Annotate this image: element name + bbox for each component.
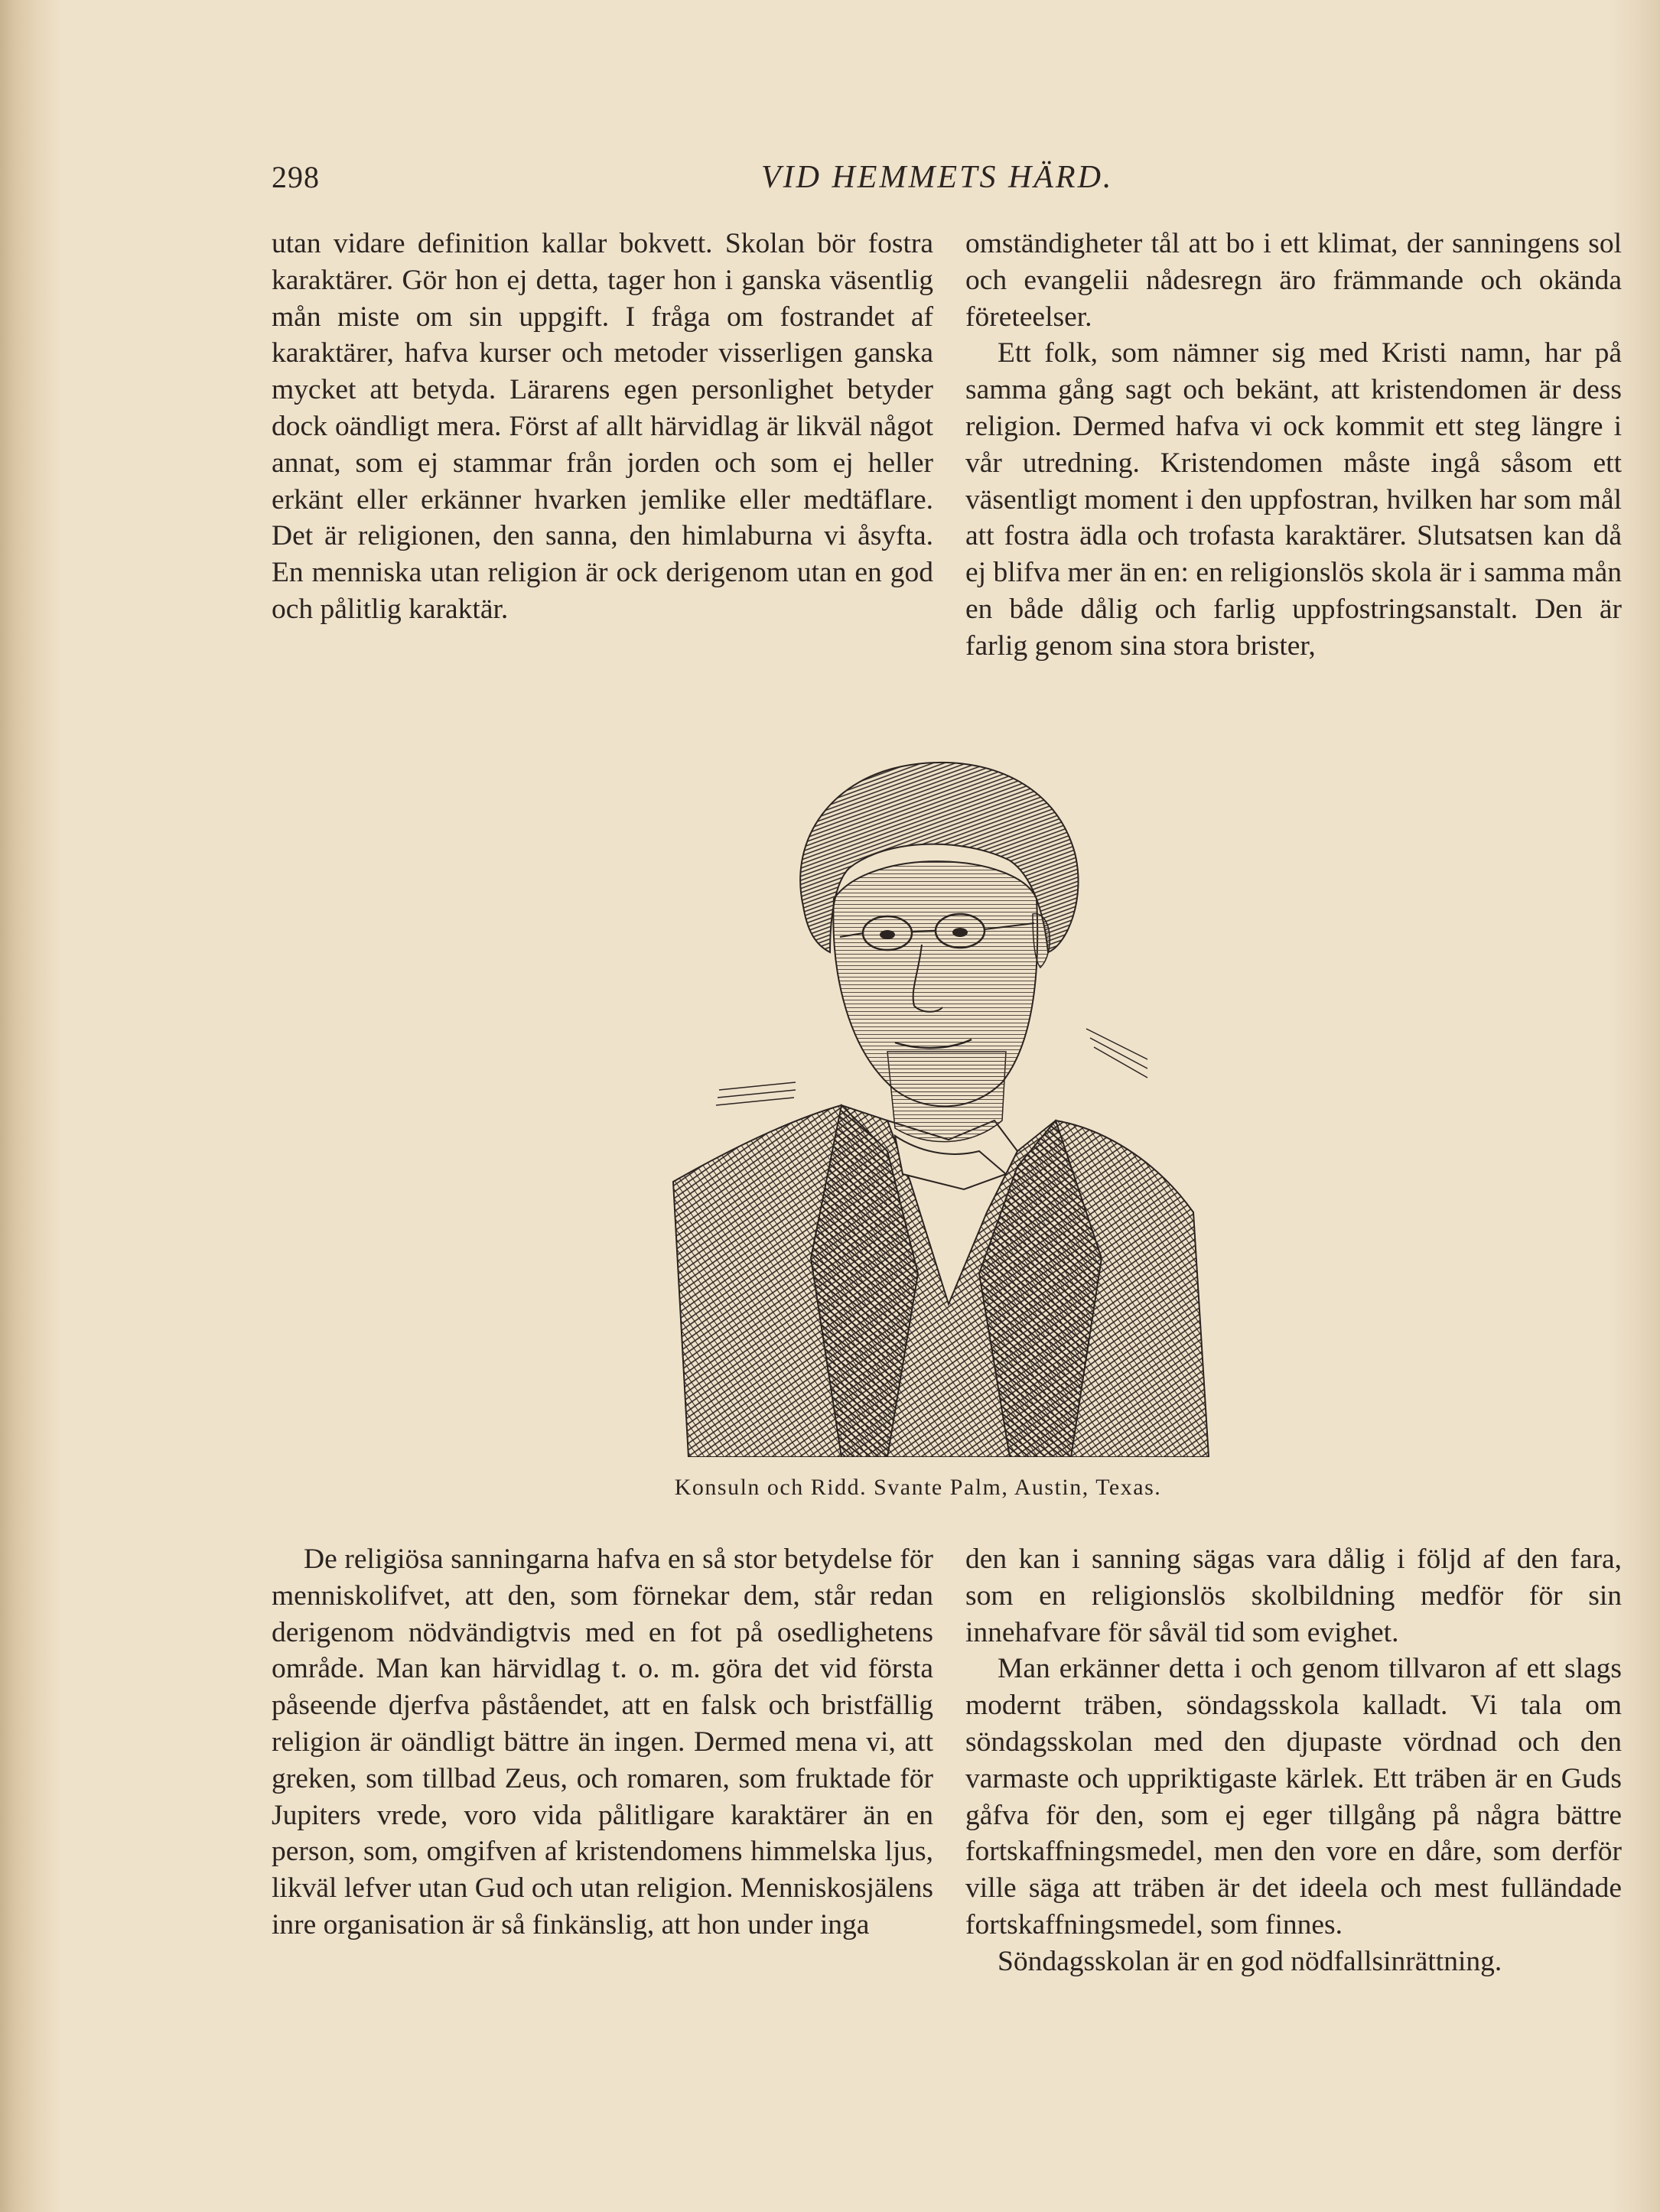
paragraph: De religiösa sanningarna hafva en så stor betydelse för menniskolifvet, att den, som förnekar dem, står redan derigenom nödvändigtvis med en fot på osedlighetens område. Man kan härvidlag t. o. m. göra det vid första påseende djerfva påståendet, att en falsk och bristfällig religion är oändligt bättre än ingen. Dermed mena vi, att greken, som tillbad Zeus, och romaren, som fruktade för Jupiters vrede, voro vida pålitligare karaktärer än en person, som, omgifven af kristendomens himmelska ljus, likväl lefver utan Gud och utan religion. Menniskosjälens inre organisation är så finkänslig, att hon under inga (272, 1544, 933, 1940)
paragraph: den kan i sanning sägas vara dålig i följd af den fara, som en religionslös skolbildning medför för sin innehafvare för såväl tid som evighet. (965, 1544, 1622, 1648)
paragraph: Söndagsskolan är en god nödfallsinrättning. (998, 1945, 1502, 1977)
column-bottom-right (965, 1541, 1622, 1980)
paragraph: Man erkänner detta i och genom tillvaron af ett slags modernt träben, söndagsskola kalladt. Vi tala om söndagsskolan med den djupaste vördnad och den varmaste och uppriktigaste kärlek. Ett träben är en Guds gåfva för den, som ej eger tillgång på några bättre fortskaffningsmedel, men den vore en dåre, som derför ville säga att träben är det ideela och mest fulländade fortskaffningsmedel, som finnes. (965, 1653, 1622, 1940)
page-number: 298 (272, 160, 320, 194)
portrait-engraving (658, 723, 1224, 1457)
column-top-left (272, 226, 933, 628)
paragraph: utan vidare definition kallar bokvett. Skolan bör fostra karaktärer. Gör hon ej detta, tager hon i ganska väsentlig mån miste om sin uppgift. I fråga om fostrandet af karaktärer, hafva kurser och metoder visserligen ganska mycket att betyda. Lärarens egen personlighet betyder dock oändligt mera. Först af allt härvidlag är likväl något annat, som ej stammar från jorden och som ej heller erkänt eller erkänner hvarken jemlike eller medtäflare. Det är religionen, den sanna, den himlaburna vi åsyfta. En menniska utan religion är ock derigenom utan en god och pålitlig karaktär. (272, 228, 933, 625)
figure-caption: Konsuln och Ridd. Svante Palm, Austin, Texas. (674, 1475, 1162, 1500)
running-title: VID HEMMETS HÄRD. (761, 160, 1114, 195)
paragraph: Ett folk, som nämner sig med Kristi namn, har på samma gång sagt och bekänt, att kristendomen är dess religion. Dermed hafva vi ock kommit ett steg längre i vår utredning. Kristendomen måste ingå såsom ett väsentligt moment i den uppfostran, hvilken har som mål att fostra ädla och trofasta karaktärer. Slutsatsen kan då ej blifva mer än en: en religionslös skola är i samma mån en både dålig och farlig uppfostringsanstalt. Den är farlig genom sina stora brister, (965, 337, 1622, 662)
paragraph: omständigheter tål att bo i ett klimat, der sanningens sol och evangelii nådesregn äro främmande och okända företeelser. (965, 228, 1622, 333)
page-edge-left (0, 0, 61, 2212)
running-head (272, 159, 1622, 205)
column-top-right (965, 226, 1622, 665)
column-bottom-left (272, 1541, 933, 1944)
